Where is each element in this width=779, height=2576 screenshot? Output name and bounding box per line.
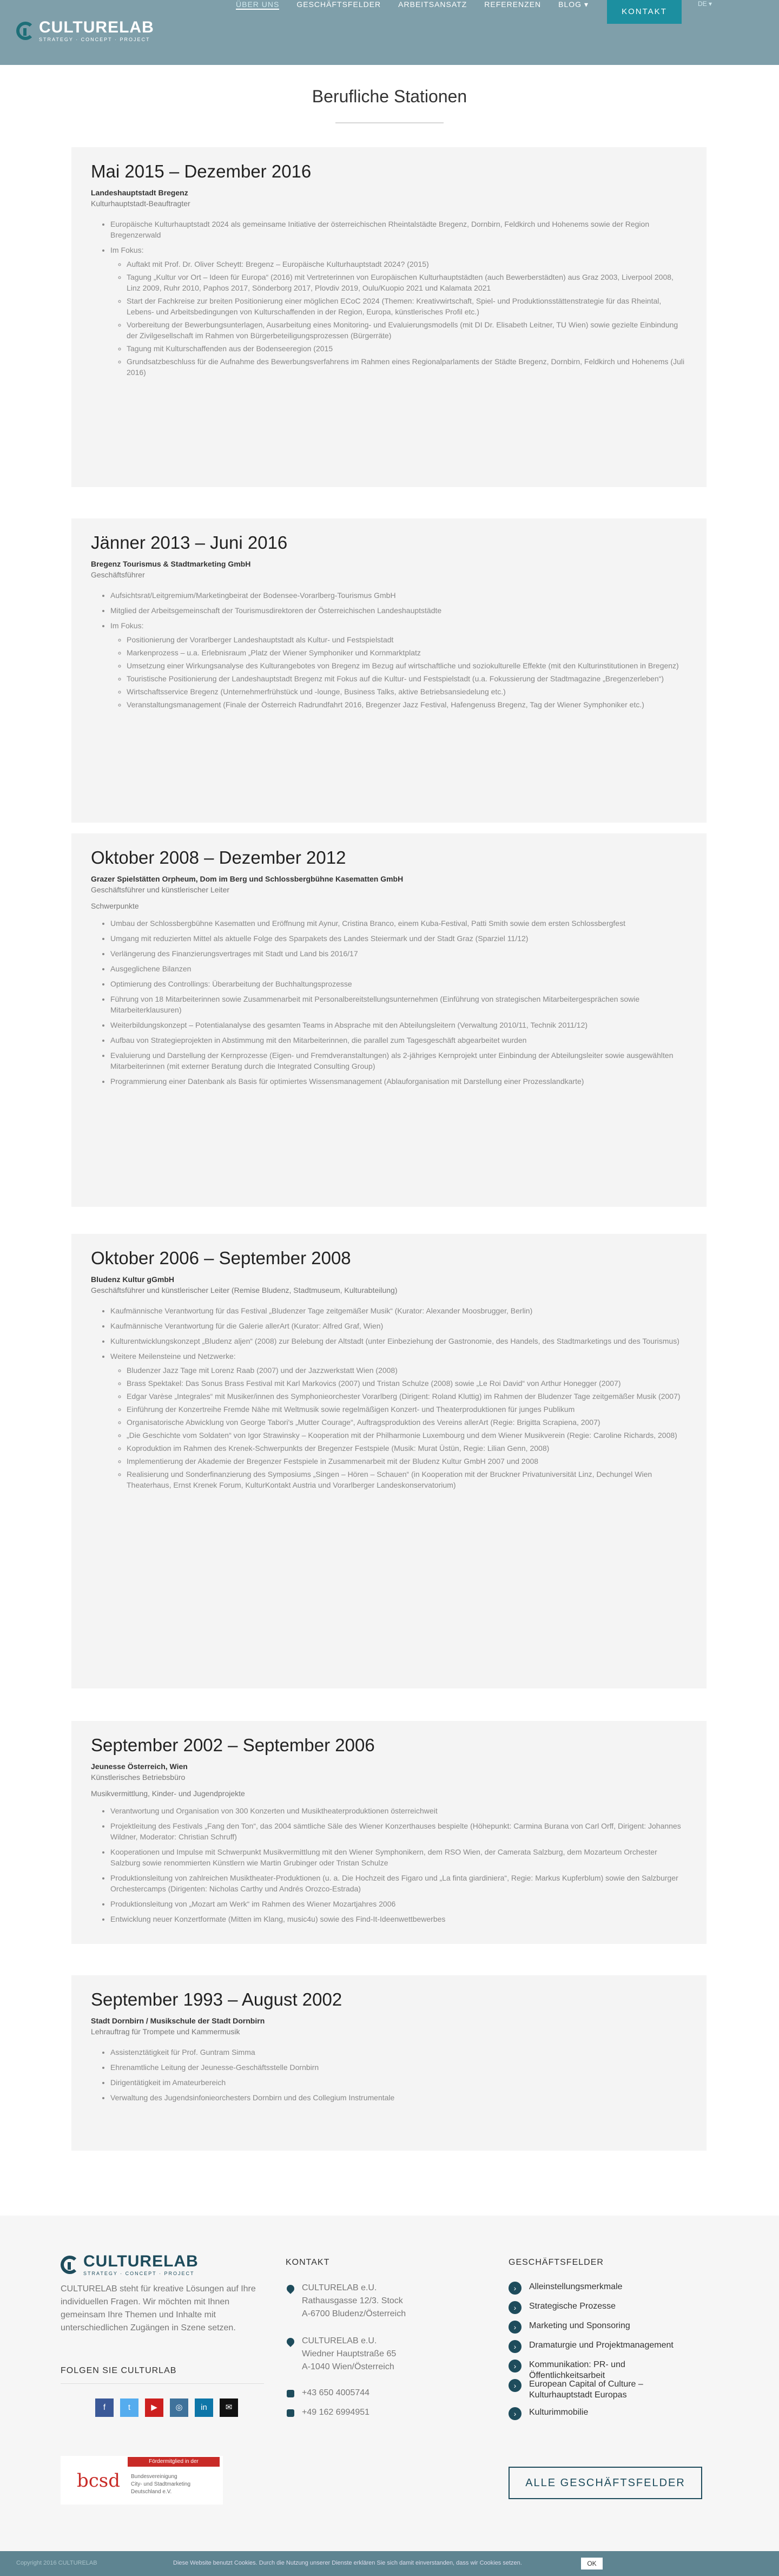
station-organization: Jeunesse Österreich, Wien [91, 1762, 188, 1771]
sub-list-item: ◦ Auftakt mit Prof. Dr. Oliver Scheytt: Bregenz – Europäische Kulturhauptstadt 2024? (2015) [127, 259, 687, 270]
bcsd-text: Bundesvereinigung City- und Stadtmarketing Deutschland e.V. [131, 2474, 191, 2495]
list-item: • Produktionsleitung von „Mozart am Werk“ im Rahmen des Wiener Mozartjahres 2006 [110, 1898, 687, 1909]
station-organization: Grazer Spielstätten Orpheum, Dom im Berg und Schlossbergbühne Kasematten GmbH [91, 875, 404, 883]
list-item: • Verwaltung des Jugendsinfonieorchesters Dornbirn und des Collegium Instrumentale [110, 2092, 687, 2103]
geschaeftsfeld-label: European Capital of Culture – Kulturhauptstadt Europas [529, 2380, 643, 2400]
sub-list-item: ◦ „Die Geschichte vom Soldaten“ von Igor Strawinsky – Kooperation mit der Philharmonie Luxembourg und dem Wiener Musikverein (Regie: Caroline Richards, 2008) [127, 1430, 687, 1441]
list-item: • Umbau der Schlossbergbühne Kasematten und Eröffnung mit Aynur, Cristina Branco, einem Kuba-Festival, Patti Smith sowie dem ersten Schlossbergfest [110, 918, 687, 929]
nav-item-ueber-uns[interactable]: ÜBER UNS [236, 0, 280, 9]
geschaeftsfeld-link[interactable] [509, 2407, 703, 2420]
site-header [0, 0, 779, 65]
culturelab-logo-icon [61, 2256, 79, 2274]
title-divider [335, 122, 444, 123]
social-links [95, 2398, 238, 2417]
sub-list [110, 259, 687, 378]
station-list [91, 918, 687, 1087]
station-organization: Stadt Dornbirn / Musikschule der Stadt Dornbirn [91, 2016, 265, 2025]
station-role: Geschäftsführer und künstlerischer Leiter (Remise Bludenz, Stadtmuseum, Kulturabteilung) [91, 1286, 398, 1294]
alle-geschaeftsfelder-button[interactable]: ALLE GESCHÄFTSFELDER [509, 2467, 702, 2499]
geschaeftsfeld-link[interactable] [509, 2282, 703, 2295]
station-role: Geschäftsführer und künstlerischer Leiter [91, 885, 230, 894]
geschaeftsfeld-label: Alleinstellungsmerkmale [529, 2282, 623, 2291]
list-item: • Im Fokus: ◦ Positionierung der Vorarlberger Landeshauptstadt als Kultur- und Festspielstadt ◦ Markenprozess – u.a. Erlebnisraum „Platz der Wiener Symphoniker und Kornmarktplatz ◦ Umsetzung einer Wirkungsanalyse des Kulturangebotes von Bregenz im Bezug auf wirtschaftliche und soziokulturelle Effekte (mit den Kulturinstitutionen in Bregenz) ◦ Touristische Positionierung der Landeshauptstadt Bregenz mit Fokus auf die Kultur- und Festspielstadt (u.a. Fokussierung der Stadtmagazine „Bregenzerleben“) ◦ Wirtschaftsservice Bregenz (Unternehmerfrühstück und -lounge, Business Talks, aktive Betriebsansiedelung etc.) ◦ Veranstaltungsmanagement (Finale der Österreich Radrundfahrt 2016, Bregenzer Jazz Festival, Hafengenuss Bregenz, Tag der Wiener Symphoniker etc.) [110, 620, 687, 710]
chevron-right-icon: › [509, 2340, 521, 2353]
footer-logo[interactable] [61, 2253, 199, 2276]
chevron-right-icon: › [509, 2407, 521, 2420]
station-period: Mai 2015 – Dezember 2016 [91, 161, 312, 181]
station-period: September 1993 – August 2002 [91, 1989, 342, 2009]
station-list [91, 2047, 687, 2103]
page-title: Berufliche Stationen [312, 87, 467, 106]
station-role: Kulturhauptstadt-Beauftragter [91, 199, 190, 208]
footer-kontakt-heading: KONTAKT [286, 2258, 330, 2267]
list-item: • Aufbau von Strategieprojekten in Abstimmung mit den Mitarbeiterinnen, die parallel zum Tagesgeschäft abgearbeitet wurden [110, 1035, 687, 1046]
chevron-right-icon: › [509, 2301, 521, 2314]
list-item: • Projektleitung des Festivals „Fang den Ton“, das 2004 sämtliche Säle des Wiener Konzerthauses bespielte (Höhepunkt: Carmina Burana von Carl Orff, Dirigent: Johannes Wildner, Moderator: Christian Schruff) [110, 1821, 687, 1842]
list-item: • Im Fokus: ◦ Auftakt mit Prof. Dr. Oliver Scheytt: Bregenz – Europäische Kulturhauptstadt 2024? (2015) ◦ Tagung „Kultur vor Ort – Ideen für Europa“ (2016) mit Vertreterinnen von Europäischen Kulturhauptstädten (auch Bewerberstädten) aus Graz 2003, Liverpool 2008, Linz 2009, Ruhr 2010, Paphos 2017, Sönderborg 2017, Plovdiv 2019, Oulu/Kuopio 2021 und Kalamata 2021 ◦ Start der Fachkreise zur breiten Positionierung einer möglichen ECoC 2024 (Themen: Kreativwirtschaft, Spiel- und Produktionsstättenstrategie für das Rheintal, Lebens- und Arbeitsbedingungen von Kulturschaffenden in der Region, Europa, künstlerisches Profil etc.) ◦ Vorbereitung der Bewerbungsunterlagen, Ausarbeitung eines Monitoring- und Evaluierungsmodells (mit DI Dr. Elisabeth Leitner, TU Wien) sowie gezielte Einbindung der Zivilgesellschaft im Rahmen von Bürgerbeteiligungsprozessen (Bürgerräte) ◦ Tagung mit Kulturschaffenden aus der Bodenseeregion (2015 ◦ Grundsatzbeschluss für die Aufnahme des Bewerbungsverfahrens im Rahmen eines Regionalparlaments der Städte Bregenz, Dornbirn, Feldkirch und Hohenems (Juli 2016) [110, 245, 687, 378]
footer-logo-name: CULTURELAB [83, 2252, 199, 2270]
geschaeftsfeld-link[interactable] [509, 2321, 703, 2334]
list-item: • Aufsichtsrat/Leitgremium/Marketingbeirat der Bodensee-Vorarlberg-Tourismus GmbH [110, 590, 687, 601]
phone-icon [287, 2409, 294, 2417]
sub-list-item: ◦ Umsetzung einer Wirkungsanalyse des Kulturangebotes von Bregenz im Bezug auf wirtschaftliche und soziokulturelle Effekte (mit den Kulturinstitutionen in Bregenz) [127, 660, 687, 671]
station-list [91, 1805, 687, 1924]
sub-list-item: ◦ Realisierung und Sonderfinanzierung des Symposiums „Singen – Hören – Schauen“ (in Kooperation mit der Bruckner Privatuniversität Linz, Dechungel Wien Theaterhaus, Ernst Krenek Forum, KulturKontakt Austria und Vorarlberger Landeskonservatorium) [127, 1469, 687, 1490]
sub-list-item: ◦ Edgar Varèse „Integrales“ mit Musiker/innen des Symphonieorchester Vorarlberg (Dirigent: Roland Kluttig) im Rahmen der Bludenzer Tage zeitgemäßer Musik (2007) [127, 1391, 687, 1402]
sub-list-item: ◦ Implementierung der Akademie der Bregenzer Festspiele in Zusammenarbeit mit der Bludenz Kultur GmbH 2007 und 2008 [127, 1456, 687, 1467]
list-item: • Ausgeglichene Bilanzen [110, 963, 687, 974]
station-card [71, 1975, 707, 2151]
address-wien: CULTURELAB e.U. Wiedner Hauptstraße 65 A-1040 Wien/Österreich [302, 2336, 397, 2371]
list-item: • Europäische Kulturhauptstadt 2024 als gemeinsame Initiative der österreichischen Rheintalstädte Bregenz, Dornbirn, Feldkirch und Hohenems sowie der Region Bregenzerwald [110, 219, 687, 240]
list-item: • Führung von 18 Mitarbeiterinnen sowie Zusammenarbeit mit Personalbereitstellungsunternehmen (Einführung von strategischen Mitarbeitergesprächen sowie Mitarbeiterklausuren) [110, 994, 687, 1015]
footer-logo-tagline: STRATEGY · CONCEPT · PROJECT [83, 2271, 195, 2276]
bcsd-badge-label: Fördermitglied in der [128, 2457, 220, 2467]
copyright-text: Copyright 2016 CULTURELAB [16, 2560, 97, 2566]
sub-list-item: ◦ Organisatorische Abwicklung von George Tabori's „Mutter Courage“, Auftragsproduktion des Vereins allerArt (Regie: Brigitta Scrapiena, 2007) [127, 1417, 687, 1428]
list-item: • Umgang mit reduzierten Mittel als aktuelle Folge des Sparpakets des Landes Steiermark und der Stadt Graz (Sparziel 11/12) [110, 933, 687, 944]
list-item: • Kaufmännische Verantwortung für das Festival „Bludenzer Tage zeitgemäßer Musik“ (Kurator: Alexander Moosbrugger, Berlin) [110, 1305, 687, 1316]
station-period: Oktober 2006 – September 2008 [91, 1248, 351, 1268]
list-item: • Kulturentwicklungskonzept „Bludenz aljen“ (2008) zur Belebung der Altstadt (unter Einbeziehung der Gastronomie, des Handels, des Stadtmarketings und des Tourismus) [110, 1336, 687, 1346]
instagram-icon[interactable]: ◎ [170, 2398, 188, 2417]
nav-item-blog[interactable]: BLOG ▾ [558, 0, 589, 9]
chevron-right-icon: › [509, 2321, 521, 2334]
sub-list-item: ◦ Vorbereitung der Bewerbungsunterlagen, Ausarbeitung eines Monitoring- und Evaluierungsmodells (mit DI Dr. Elisabeth Leitner, TU Wien) sowie gezielte Einbindung der Zivilgesellschaft im Rahmen von Bürgerbeteiligungsprozessen (Bürgerräte) [127, 319, 687, 341]
sub-list-item: ◦ Koproduktion im Rahmen des Krenek-Schwerpunkts der Bregenzer Festspiele (Musik: Murat Üstün, Regie: Lilian Genn, 2008) [127, 1443, 687, 1454]
bcsd-membership-badge[interactable] [61, 2456, 223, 2505]
station-role: Künstlerisches Betriebsbüro [91, 1773, 186, 1782]
geschaeftsfeld-label: Dramaturgie und Projektmanagement [529, 2341, 674, 2350]
station-role: Lehrauftrag für Trompete und Kammermusik [91, 2027, 240, 2036]
list-item: • Kooperationen und Impulse mit Schwerpunkt Musikvermittlung mit den Wiener Symphonikern, dem RSO Wien, der Camerata Salzburg, dem Mozarteum Orchester Salzburg sowie renommierten Künstlern wie Martin Grubinger oder Tristan Schulze [110, 1846, 687, 1868]
station-list [91, 1305, 687, 1490]
list-item: • Weitere Meilensteine und Netzwerke: ◦ Bludenzer Jazz Tage mit Lorenz Raab (2007) und der Jazzwerkstatt Wien (2008) ◦ Brass Spektakel: Das Sonus Brass Festival mit Karl Markovics (2007) und Tristan Schulze (2008) sowie „Le Roi David“ von Arthur Honegger (2007) ◦ Edgar Varèse „Integrales“ mit Musiker/innen des Symphonieorchester Vorarlberg (Dirigent: Roland Kluttig) im Rahmen der Bludenzer Tage zeitgemäßer Musik (2007) ◦ Einführung der Konzertreihe Fremde Nähe mit Weltmusik sowie regelmäßigen Konzert- und Theaterproduktionen für junges Publikum ◦ Organisatorische Abwicklung von George Tabori's „Mutter Courage“, Auftragsproduktion des Vereins allerArt (Regie: Brigitta Scrapiena, 2007) ◦ „Die Geschichte vom Soldaten“ von Igor Strawinsky – Kooperation mit der Philharmonie Luxembourg und dem Wiener Musikverein (Regie: Caroline Richards, 2008) ◦ Koproduktion im Rahmen des Krenek-Schwerpunkts der Bregenzer Festspiele (Musik: Murat Üstün, Regie: Lilian Genn, 2008) ◦ Implementierung der Akademie der Bregenzer Festspiele in Zusammenarbeit mit der Bludenz Kultur GmbH 2007 und 2008 ◦ Realisierung und Sonderfinanzierung des Symposiums „Singen – Hören – Schauen“ (in Kooperation mit der Bruckner Privatuniversität Linz, Dechungel Wien Theaterhaus, Ernst Krenek Forum, KulturKontakt Austria und Vorarlberger Landeskonservatorium) [110, 1351, 687, 1490]
sub-list-item: ◦ Markenprozess – u.a. Erlebnisraum „Platz der Wiener Symphoniker und Kornmarktplatz [127, 647, 687, 658]
geschaeftsfeld-label: Marketing und Sponsoring [529, 2321, 630, 2330]
twitter-icon[interactable]: t [120, 2398, 138, 2417]
geschaeftsfeld-link[interactable] [509, 2360, 703, 2381]
chevron-down-icon: ▾ [709, 0, 712, 8]
station-organization: Bregenz Tourismus & Stadtmarketing GmbH [91, 560, 251, 568]
geschaeftsfeld-link[interactable] [509, 2301, 703, 2314]
station-card [71, 833, 707, 1207]
sub-list-item: ◦ Start der Fachkreise zur breiten Positionierung einer möglichen ECoC 2024 (Themen: Kreativwirtschaft, Spiel- und Produktionsstättenstrategie für das Rheintal, Lebens- und Arbeitsbedingungen von Kulturschaffenden in der Region, Europa, künstlerisches Profil etc.) [127, 295, 687, 317]
bcsd-logo: bcsd [77, 2470, 121, 2492]
chevron-right-icon: › [509, 2379, 521, 2392]
address-bludenz: CULTURELAB e.U. Rathausgasse 12/3. Stock A-6700 Bludenz/Österreich [302, 2283, 406, 2318]
geschaeftsfeld-link[interactable] [509, 2340, 703, 2353]
logo-tagline: STRATEGY · CONCEPT · PROJECT [39, 37, 150, 42]
footer-about-text: CULTURELAB steht für kreative Lösungen auf Ihre individuellen Fragen. Wir möchten mit Ihnen gemeinsam Ihre Themen und Inhalte mit unterschiedlichen Zugängen in Szene setzen. [61, 2284, 256, 2332]
sub-list [110, 634, 687, 710]
station-role: Geschäftsführer [91, 570, 145, 579]
chevron-down-icon: ▾ [584, 0, 589, 9]
language-switcher[interactable]: DE ▾ [698, 0, 712, 8]
geschaeftsfeld-label: Kommunikation: PR- und Öffentlichkeitsarbeit [529, 2360, 625, 2380]
cookie-ok-button[interactable]: OK [581, 2558, 603, 2570]
location-pin-icon [287, 2338, 294, 2348]
cookie-bar [0, 2551, 779, 2576]
kontakt-button[interactable]: KONTAKT [607, 0, 682, 24]
station-card [71, 1721, 707, 1944]
station-list [91, 590, 687, 710]
list-item: • Verantwortung und Organisation von 300 Konzerten und Musiktheaterproduktionen österreichweit [110, 1805, 687, 1816]
sub-list-item: ◦ Wirtschaftsservice Bregenz (Unternehmerfrühstück und -lounge, Business Talks, aktive Betriebsansiedelung etc.) [127, 686, 687, 697]
sub-list-item: ◦ Tagung „Kultur vor Ort – Ideen für Europa“ (2016) mit Vertreterinnen von Europäischen Kulturhauptstädten (auch Bewerberstädten) aus Graz 2003, Liverpool 2008, Linz 2009, Ruhr 2010, Paphos 2017, Sönderborg 2017, Plovdiv 2019, Oulu/Kuopio 2021 und Kalamata 2021 [127, 272, 687, 293]
geschaeftsfeld-label: Kulturimmobilie [529, 2408, 589, 2417]
list-item: • Assistenztätigkeit für Prof. Guntram Simma [110, 2047, 687, 2058]
station-card [71, 518, 707, 823]
list-item: • Produktionsleitung von zahlreichen Musiktheater-Produktionen (u. a. Die Hochzeit des Figaro und „La finta giardiniera“, Regie: Markus Kupferblum) sowie den Salzburger Orchestercamps (Dirigenten: Nicholas Carthy und Andrés Orozco-Estrada) [110, 1872, 687, 1894]
sub-list [110, 1365, 687, 1490]
location-pin-icon [287, 2285, 294, 2295]
station-period: Jänner 2013 – Juni 2016 [91, 533, 288, 553]
site-logo[interactable] [16, 19, 154, 42]
mail-icon[interactable]: ✉ [220, 2398, 238, 2417]
facebook-icon[interactable]: f [95, 2398, 114, 2417]
cookie-message: Diese Website benutzt Cookies. Durch die Nutzung unserer Dienste erklären Sie sich damit einverstanden, dass wir Cookies setzen. [173, 2560, 522, 2566]
station-card [71, 1234, 707, 1688]
footer-geschaeftsfelder-heading: GESCHÄFTSFELDER [509, 2258, 604, 2267]
chevron-right-icon: › [509, 2360, 521, 2373]
phone-number-1[interactable]: +43 650 4005744 [302, 2388, 370, 2397]
station-organization: Landeshauptstadt Bregenz [91, 188, 188, 197]
nav-item-referenzen[interactable]: REFERENZEN [484, 0, 542, 9]
linkedin-icon[interactable]: in [195, 2398, 213, 2417]
sub-list-item: ◦ Positionierung der Vorarlberger Landeshauptstadt als Kultur- und Festspielstadt [127, 634, 687, 645]
list-item: • Ehrenamtliche Leitung der Jeunesse-Geschäftsstelle Dornbirn [110, 2062, 687, 2073]
chevron-right-icon: › [509, 2282, 521, 2295]
list-item: • Kaufmännische Verantwortung für die Galerie allerArt (Kurator: Alfred Graf, Wien) [110, 1320, 687, 1331]
main-nav [227, 0, 597, 9]
culturelab-logo-icon [16, 22, 35, 40]
list-item: • Optimierung des Controllings: Überarbeitung der Buchhaltungsprozesse [110, 978, 687, 989]
nav-item-geschaeftsfelder[interactable]: GESCHÄFTSFELDER [296, 0, 381, 9]
phone-number-2[interactable]: +49 162 6994951 [302, 2408, 370, 2417]
sub-list-item: ◦ Grundsatzbeschluss für die Aufnahme des Bewerbungsverfahrens im Rahmen eines Regionalparlaments der Städte Bregenz, Dornbirn, Feldkirch und Hohenems (Juli 2016) [127, 356, 687, 378]
footer-follow-heading: FOLGEN SIE CULTURLAB [61, 2366, 264, 2384]
station-period: Oktober 2008 – Dezember 2012 [91, 847, 346, 868]
geschaeftsfeld-label: Strategische Prozesse [529, 2302, 616, 2311]
list-item: • Dirigentätigkeit im Amateurbereich [110, 2077, 687, 2088]
sub-list-item: ◦ Veranstaltungsmanagement (Finale der Österreich Radrundfahrt 2016, Bregenzer Jazz Festival, Hafengenuss Bregenz, Tag der Wiener Symphoniker etc.) [127, 699, 687, 710]
sub-list-item: ◦ Tagung mit Kulturschaffenden aus der Bodenseeregion (2015 [127, 343, 687, 354]
list-item: • Weiterbildungskonzept – Potentialanalyse des gesamten Teams in Absprache mit den Abteilungsleitern (Verwaltung 2010/11, Technik 2011/12) [110, 1020, 687, 1030]
station-subtitle: Musikvermittlung, Kinder- und Jugendprojekte [91, 1789, 245, 1798]
logo-name: CULTURELAB [39, 18, 154, 36]
station-list [91, 219, 687, 378]
list-item: • Verlängerung des Finanzierungsvertrages mit Stadt und Land bis 2016/17 [110, 948, 687, 959]
station-period: September 2002 – September 2006 [91, 1735, 375, 1755]
sub-list-item: ◦ Brass Spektakel: Das Sonus Brass Festival mit Karl Markovics (2007) und Tristan Schulze (2008) sowie „Le Roi David“ von Arthur Honegger (2007) [127, 1378, 687, 1389]
sub-list-item: ◦ Touristische Positionierung der Landeshauptstadt Bregenz mit Fokus auf die Kultur- und Festspielstadt (u.a. Fokussierung der Stadtmagazine „Bregenzerleben“) [127, 673, 687, 684]
youtube-icon[interactable]: ▶ [145, 2398, 163, 2417]
phone-icon [287, 2390, 294, 2397]
list-item: • Entwicklung neuer Konzertformate (Mitten im Klang, music4u) sowie des Find-It-Ideenwettbewerbes [110, 1914, 687, 1924]
sub-list-item: ◦ Bludenzer Jazz Tage mit Lorenz Raab (2007) und der Jazzwerkstatt Wien (2008) [127, 1365, 687, 1376]
station-organization: Bludenz Kultur gGmbH [91, 1275, 174, 1284]
geschaeftsfeld-link[interactable] [509, 2379, 703, 2401]
station-card [71, 147, 707, 487]
station-subtitle: Schwerpunkte [91, 902, 139, 910]
nav-item-arbeitsansatz[interactable]: ARBEITSANSATZ [398, 0, 467, 9]
list-item: • Evaluierung und Darstellung der Kernprozesse (Eigen- und Fremdveranstaltungen) als 2-jähriges Kernprojekt unter Einbindung der Abteilungsleiter sowie ausgewählten Mitarbeiterinnen (mit externer Beratung durch die Integrated Consulting Group) [110, 1050, 687, 1072]
site-footer [0, 2216, 779, 2551]
sub-list-item: ◦ Einführung der Konzertreihe Fremde Nähe mit Weltmusik sowie regelmäßigen Konzert- und Theaterproduktionen für junges Publikum [127, 1404, 687, 1415]
list-item: • Mitglied der Arbeitsgemeinschaft der Tourismusdirektoren der Österreichischen Landeshauptstädte [110, 605, 687, 616]
list-item: • Programmierung einer Datenbank als Basis für optimiertes Wissensmanagement (Ablauforganisation mit Darstellung einer Prozesslandkarte) [110, 1076, 687, 1087]
